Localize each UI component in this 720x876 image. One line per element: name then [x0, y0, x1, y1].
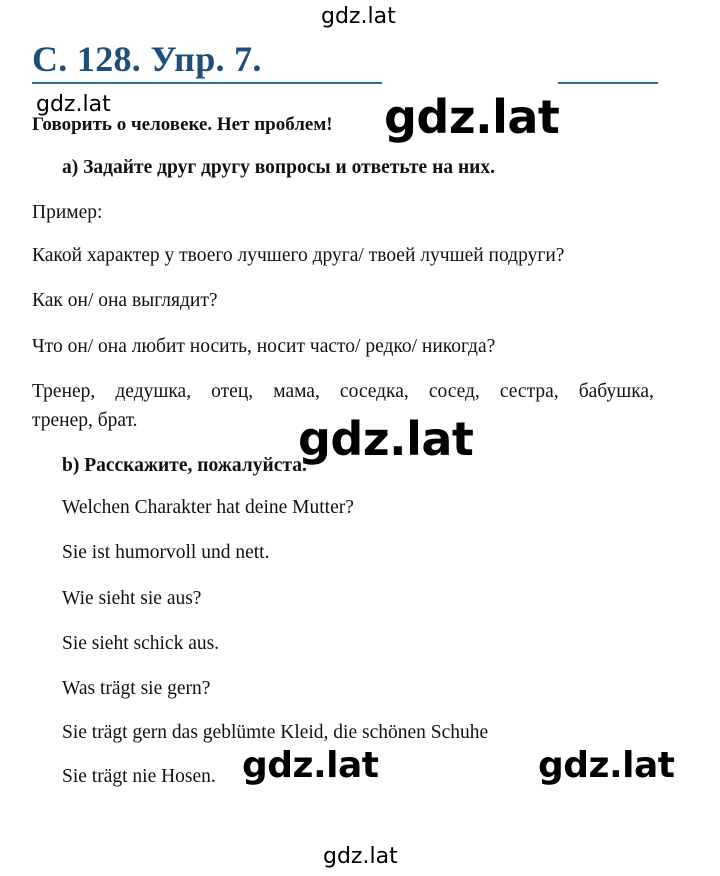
- example-label: Пример:: [32, 202, 103, 223]
- page-title: С. 128. Упр. 7.: [32, 39, 262, 79]
- people-item: бабушка,: [578, 381, 654, 402]
- answer-line: Sie trägt gern das geblümte Kleid, die schönen Schuhe: [62, 722, 489, 743]
- people-item: сестра,: [499, 381, 559, 402]
- people-list-line-2: тренер, брат.: [32, 410, 138, 431]
- watermark-left-small: gdz.lat: [36, 92, 111, 117]
- answer-line: Wie sieht sie aus?: [62, 588, 202, 609]
- question-line: Как он/ она выглядит?: [32, 290, 218, 311]
- answer-line: Sie ist humorvoll und nett.: [62, 542, 270, 563]
- title-rule-right: [558, 82, 658, 84]
- task-heading: Говорить о человеке. Нет проблем!: [32, 114, 333, 135]
- watermark-bottom-left-big: gdz.lat: [242, 745, 379, 786]
- people-list-line: [32, 381, 654, 403]
- answer-line: Sie sieht schick aus.: [62, 633, 220, 654]
- question-line: Что он/ она любит носить, носит часто/ редко/ никогда?: [32, 336, 496, 357]
- answer-line: Welchen Charakter hat deine Mutter?: [62, 497, 354, 518]
- part-a-heading: а) Задайте друг другу вопросы и ответьте на них.: [62, 157, 496, 178]
- people-item: соседка,: [339, 381, 409, 402]
- people-item: дедушка,: [115, 381, 192, 402]
- answer-line: Was trägt sie gern?: [62, 678, 211, 699]
- watermark-bottom: gdz.lat: [323, 844, 398, 869]
- question-line: Какой характер у твоего лучшего друга/ твоей лучшей подруги?: [32, 245, 565, 266]
- title-rule-left: [32, 82, 382, 84]
- people-item: Тренер,: [32, 381, 96, 402]
- part-b-heading: b) Расскажите, пожалуйста.: [62, 455, 307, 476]
- answer-line: Sie trägt nie Hosen.: [62, 766, 216, 787]
- watermark-header-big: gdz.lat: [384, 90, 560, 144]
- people-item: отец,: [211, 381, 254, 402]
- people-item: сосед,: [428, 381, 480, 402]
- watermark-bottom-right-big: gdz.lat: [538, 745, 675, 786]
- people-item: мама,: [273, 381, 320, 402]
- watermark-middle-big: gdz.lat: [298, 412, 474, 466]
- watermark-top: gdz.lat: [321, 4, 396, 29]
